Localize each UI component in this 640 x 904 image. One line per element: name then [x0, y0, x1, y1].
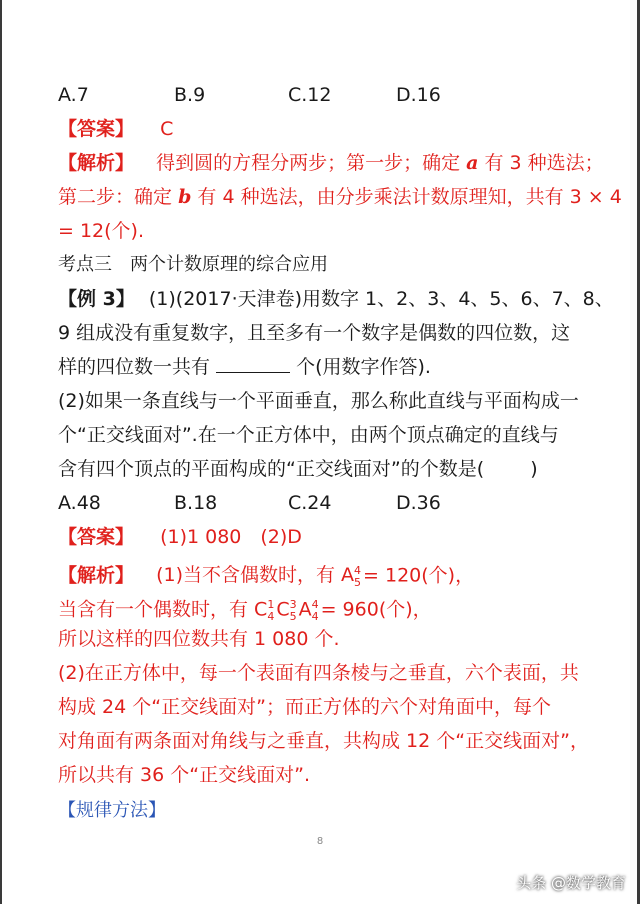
- example-label: 【例 3】: [58, 288, 135, 310]
- answer-label: 【答案】: [58, 118, 135, 140]
- analysis-text: 有 3 种选法；: [484, 152, 604, 174]
- option-a: A.48: [58, 492, 101, 514]
- example-text: (1)(2017·天津卷)用数字 1、2、3、4、5、6、7、8、: [148, 288, 614, 310]
- analysis-text: 第二步：确定: [58, 186, 173, 208]
- subscript: 4: [267, 610, 275, 624]
- analysis-text: = 960(个)，: [320, 598, 432, 621]
- analysis-text: (1)当不含偶数时，有 A: [156, 564, 355, 587]
- answer-value: (1)1 080 (2)D: [160, 526, 302, 548]
- example-text: ): [530, 458, 538, 480]
- example-text: 样的四位数一共有: [58, 356, 211, 378]
- prev-analysis-line-3: = 12(个).: [58, 220, 145, 242]
- example-line-5: 个“正交线面对”.在一个正方体中，由两个顶点确定的直线与: [58, 424, 559, 446]
- analysis-label: 【解析】: [58, 564, 135, 587]
- option-d: D.36: [396, 492, 441, 514]
- option-d: D.16: [396, 84, 441, 106]
- analysis-label: 【解析】: [58, 152, 135, 174]
- analysis-text: C: [276, 598, 290, 621]
- example-analysis-line-7: 所以共有 36 个“正交线面对”.: [58, 764, 310, 786]
- variable-b: b: [178, 186, 192, 208]
- example-text: 个(用数字作答).: [296, 356, 431, 378]
- watermark: 头条 @数学教育: [516, 874, 626, 892]
- example-analysis-line-4: (2)在正方体中，每一个表面有四条棱与之垂直，六个表面，共: [58, 662, 579, 684]
- superscript: 4: [354, 564, 362, 577]
- answer-label: 【答案】: [58, 526, 135, 548]
- page-number: 8: [316, 836, 324, 847]
- analysis-text: 有 4 种选法，由分步乘法计数原理知，共有 3 × 4: [197, 186, 622, 208]
- analysis-text: A: [298, 598, 312, 621]
- prev-analysis-line-1: [58, 150, 604, 176]
- page-left-edge: [0, 0, 2, 904]
- superscript: 3: [289, 598, 297, 611]
- subscript: 5: [289, 610, 297, 624]
- example-line-1: [58, 286, 614, 312]
- answer-blank: [216, 354, 290, 373]
- example-answer-line: [58, 524, 302, 550]
- subscript: 5: [354, 576, 362, 590]
- subscript: 4: [311, 610, 319, 624]
- option-a: A.7: [58, 84, 89, 106]
- analysis-text: = 120(个)，: [363, 564, 475, 587]
- superscript: 4: [311, 598, 319, 611]
- prev-analysis-line-2: [58, 184, 622, 210]
- section-title: 考点三 两个计数原理的综合应用: [58, 254, 328, 275]
- option-b: B.18: [174, 492, 218, 514]
- analysis-text: 当含有一个偶数时，有 C: [58, 598, 268, 621]
- answer-value: C: [160, 118, 174, 140]
- prev-answer-line: [58, 116, 173, 142]
- option-c: C.24: [288, 492, 332, 514]
- example-line-2: 9 组成没有重复数字，且至多有一个数字是偶数的四位数，这: [58, 322, 571, 344]
- example-line-3: [58, 354, 431, 380]
- method-heading: 【规律方法】: [58, 800, 166, 821]
- option-b: B.9: [174, 84, 206, 106]
- variable-a: a: [466, 152, 479, 174]
- example-analysis-line-5: 构成 24 个“正交线面对”；而正方体的六个对角面中，每个: [58, 696, 551, 718]
- option-c: C.12: [288, 84, 332, 106]
- example-analysis-line-6: 对角面有两条面对角线与之垂直，共构成 12 个“正交线面对”，: [58, 730, 589, 752]
- example-analysis-line-1: [58, 558, 474, 596]
- example-analysis-line-2: [58, 592, 432, 630]
- example-line-6: [58, 456, 538, 482]
- example-line-4: (2)如果一条直线与一个平面垂直，那么称此直线与平面构成一: [58, 390, 579, 412]
- example-text: 含有四个顶点的平面构成的“正交线面对”的个数是(: [58, 458, 485, 480]
- example-analysis-line-3: 所以这样的四位数共有 1 080 个.: [58, 628, 340, 650]
- analysis-text: 得到圆的方程分两步；第一步；确定: [156, 152, 461, 174]
- superscript: 1: [267, 598, 275, 611]
